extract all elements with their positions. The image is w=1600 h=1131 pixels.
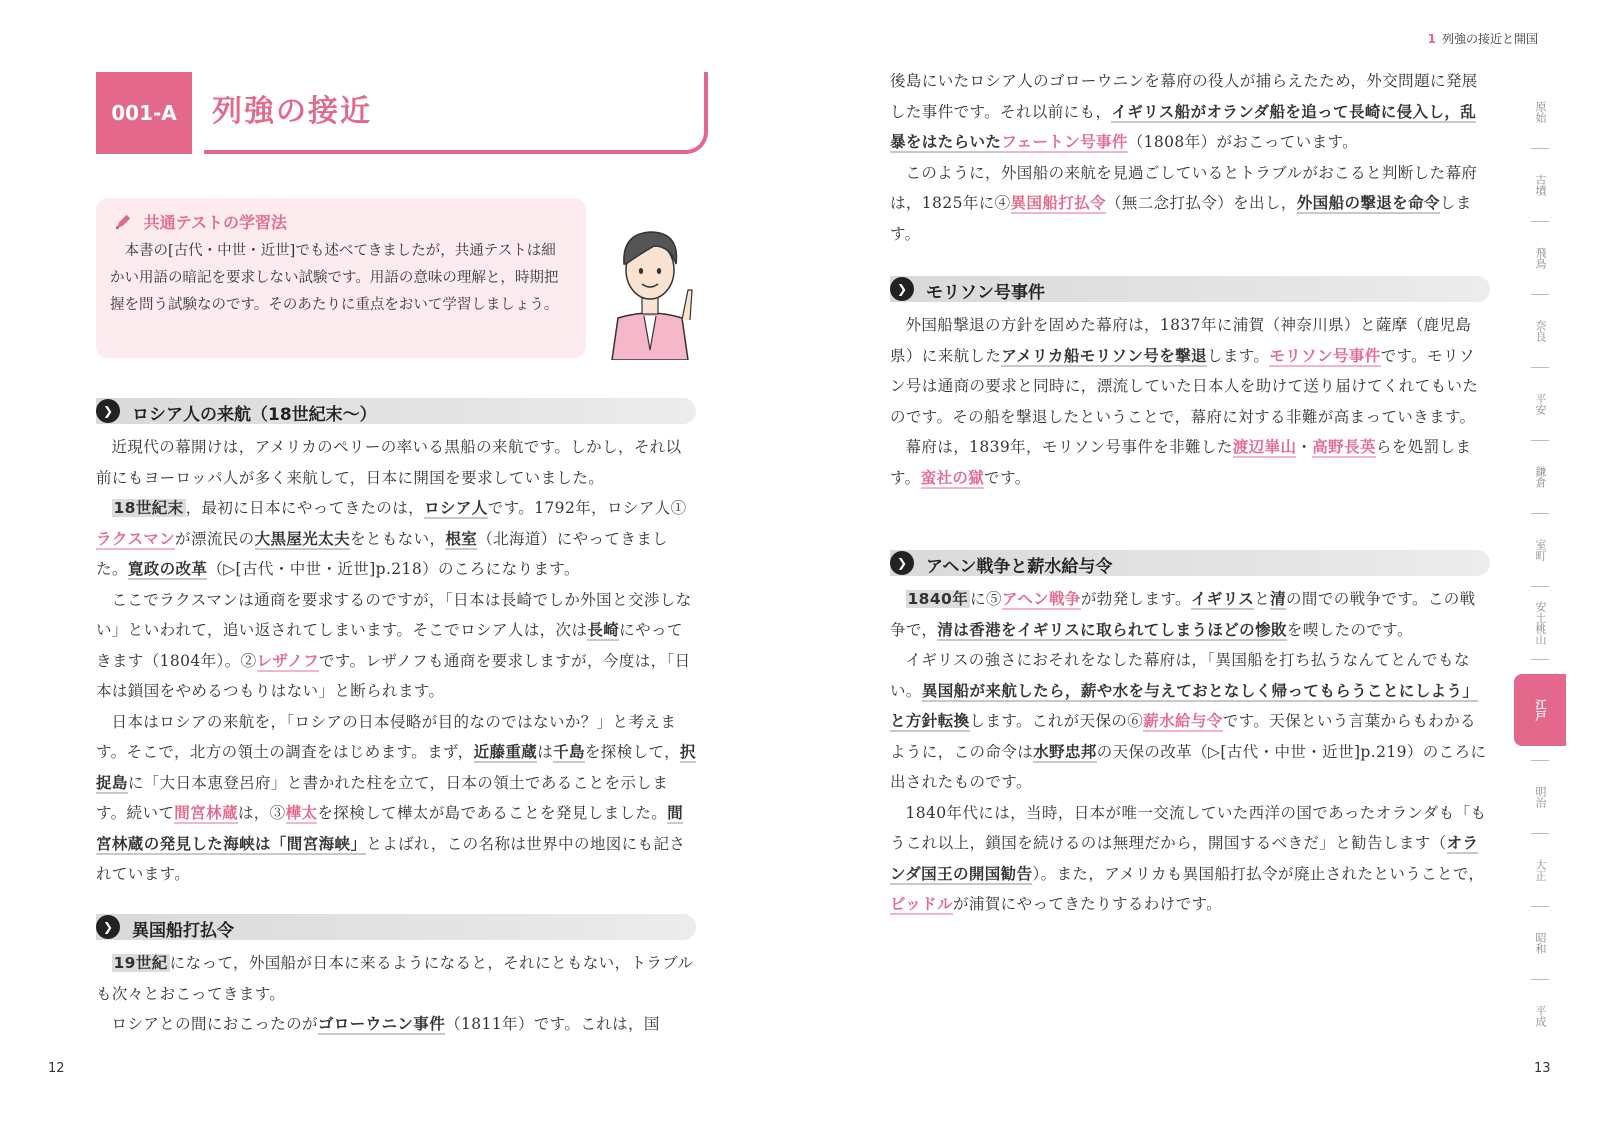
key-term: アヘン戦争 (1001, 590, 1081, 608)
text: イギリスの強さにおそれをなした幕府は，「異国船を打ち払うなんてとんでもない。 (890, 651, 1470, 700)
era-tab[interactable]: 鎌倉 (1534, 466, 1547, 488)
text: （無二念打払令）を出し， (1105, 194, 1297, 212)
era-tab[interactable]: 安土桃山 (1534, 601, 1547, 645)
section-body-morrison (890, 310, 1490, 493)
text: します。 (890, 194, 1472, 243)
text: が漂流民の (175, 529, 255, 548)
text: ここでラクスマンは通商を要求するのですが，「日本は長崎でしか外国と交渉しない」といわれて，追い返されてしまいます。そこでロシア人は，次は (96, 590, 692, 639)
section-body-russia (96, 432, 696, 890)
era-divider (1531, 221, 1549, 222)
text: （1808年）がおこっています。 (1127, 133, 1359, 151)
text: です。モリソン号は通商の要求と同時に，漂流していた日本人を助けて送り届けてくれてもいたのです。その船を撃退したということで，幕府に対する非難が高まっていきます。 (890, 346, 1479, 426)
key-term: 異国船が来航したら，薪や水を与えておとなしく帰ってもらうことにしよう」と方針転換 (890, 681, 1479, 730)
chevron-right-icon: ❯ (96, 399, 120, 423)
key-term: 清は香港をイギリスに取られてしまうほどの惨敗 (937, 620, 1287, 639)
era-divider (1531, 440, 1549, 441)
key-term: 大黒屋光太夫 (254, 529, 350, 548)
text: です。天保という言葉からもわかるように，この命令は (890, 712, 1476, 761)
lesson-title: 列強の接近 (212, 94, 372, 129)
pen-icon (114, 213, 132, 231)
era-tab[interactable]: 昭和 (1534, 932, 1547, 954)
text: らを処罰します。 (890, 438, 1472, 487)
era-divider (1531, 659, 1549, 660)
key-term: 蛮社の獄 (920, 468, 985, 487)
text: に⑤ (970, 590, 1002, 608)
key-term: 根室 (445, 529, 478, 548)
era-tab[interactable]: 奈良 (1534, 320, 1547, 342)
section-title: 異国船打払令 (132, 921, 234, 941)
section-title: ロシア人の来航（18世紀末〜） (132, 405, 377, 425)
era-divider (1531, 833, 1549, 834)
study-tip-body (110, 238, 570, 319)
key-term: 異国船打払令 (1010, 194, 1106, 212)
section-heading-morrison (890, 276, 1490, 302)
key-term: フェートン号事件 (1001, 133, 1128, 151)
key-term: 間宮林蔵の発見した海峡は「間宮海峡」 (96, 804, 684, 853)
paragraph (890, 432, 1490, 493)
paragraph (96, 1009, 696, 1040)
paragraph (890, 310, 1490, 432)
text: 近現代の幕開けは，アメリカのペリーの率いる黒船の来航です。しかし，それ以前にもヨーロッパ人が多く来航して，日本に開国を要求していました。 (96, 438, 682, 487)
key-term: 択捉島 (96, 743, 696, 792)
key-term: ラクスマン (96, 529, 176, 548)
study-tip-text: 本書の[古代・中世・近世]でも述べてきましたが，共通テストは細かい用語の暗記を要求しない試験です。用語の意味の理解と，時期把握を問う試験なのです。そのあたりに重点をおいて学習しましょう。 (110, 243, 559, 313)
chevron-right-icon: ❯ (96, 915, 120, 939)
text: 1840年代には，当時，日本が唯一交流していた西洋の国であったオランダも「もうこれ以上，鎖国を続けるのは無理だから，開国するべきだ」と勧告します（ (890, 803, 1487, 852)
text: 後島にいたロシア人のゴローウニンを幕府の役人が捕らえたため，外交問題に発展した事件です。それ以前にも， (890, 72, 1478, 121)
key-term: 外国船の撃退を命令 (1296, 194, 1440, 212)
text: （▷[古代・中世・近世]p.218）のころになります。 (207, 560, 580, 578)
paragraph (890, 645, 1490, 798)
page-number-right: 13 (1534, 1061, 1551, 1076)
text: です。レザノフも通商を要求しますが，今度は，「日本は鎖国をやめるつもりはない」と断られます。 (96, 651, 691, 700)
era-tab[interactable]: 古墳 (1534, 174, 1547, 196)
text: になって，外国船が日本に来るようになると，それにともない，トラブルも次々とおこってきます。 (96, 954, 694, 1003)
text: の天保の改革（▷[古代・中世・近世]p.219）のころに出されたものです。 (890, 742, 1487, 791)
era-divider (1531, 979, 1549, 980)
key-term: ゴローウニン事件 (317, 1015, 446, 1033)
right-page (790, 0, 1600, 1131)
key-term: オランダ国王の開国勧告 (890, 834, 1479, 883)
left-page (0, 0, 790, 1131)
era-tab[interactable]: 平成 (1534, 1005, 1547, 1027)
key-term: 清 (1270, 590, 1287, 608)
lesson-title-block (96, 72, 711, 156)
text: が勃発します。 (1080, 590, 1191, 608)
era-divider (1531, 906, 1549, 907)
study-tip-title: 共通テストの学習法 (143, 213, 287, 232)
running-head (1428, 30, 1538, 47)
era-tab[interactable]: 室町 (1534, 539, 1547, 561)
continued-text (890, 66, 1490, 249)
key-term: 千島 (553, 743, 585, 761)
era-divider (1531, 367, 1549, 368)
section-body-expulsion-edict (96, 948, 696, 1040)
text: します。 (1206, 346, 1270, 365)
section-title: モリソン号事件 (926, 283, 1045, 303)
era-divider (1531, 513, 1549, 514)
key-term: 間宮林蔵 (174, 804, 238, 822)
chevron-right-icon: ❯ (890, 277, 914, 301)
teacher-illustration (604, 220, 696, 360)
highlight-term: 1840年 (907, 590, 969, 608)
era-divider (1531, 148, 1549, 149)
key-term: 樺太 (285, 804, 318, 822)
page-number-left: 12 (48, 1061, 65, 1076)
text: ）。また，アメリカも異国船打払令が廃止されたということで， (1032, 864, 1485, 883)
text: （北海道）にやってきました。 (96, 529, 668, 578)
highlight-term: 18世紀末 (113, 499, 184, 517)
paragraph (890, 584, 1490, 645)
text: ，最初に日本にやってきたのは， (185, 499, 425, 517)
chapter-number: 1 (1427, 32, 1436, 46)
text: を喫したのです。 (1286, 620, 1413, 639)
text: は，③ (237, 804, 286, 822)
paragraph (96, 948, 696, 1009)
era-tab[interactable]: 明治 (1534, 786, 1547, 808)
study-tip-heading (114, 210, 287, 233)
era-divider (1531, 586, 1549, 587)
key-term: 近藤重蔵 (473, 743, 538, 761)
text: 日本はロシアの来航を，「ロシアの日本侵略が目的なのではないか？」と考えます。そこで，北方の領土の調査をはじめます。まず， (96, 712, 677, 761)
chapter-title: 列強の接近と開国 (1441, 32, 1538, 46)
lesson-number-badge: 001-A (96, 72, 192, 154)
paragraph (96, 707, 696, 890)
key-term: 水野忠邦 (1033, 742, 1097, 761)
paragraph (890, 66, 1490, 158)
key-term: イギリス (1190, 590, 1255, 608)
highlight-term: 19世紀 (113, 954, 168, 972)
text: です。 (984, 468, 1031, 487)
key-term: 薪水給与令 (1143, 712, 1223, 730)
section-heading-opium-war (890, 550, 1490, 576)
text: このように，外国船の来航を見過ごしているとトラブルがおこると判断した幕府は，1825年に④ (890, 163, 1478, 212)
text: にやってきます（1804年）。② (96, 621, 683, 670)
key-term: 寛政の改革 (127, 560, 208, 578)
era-tab[interactable]: 平安 (1534, 393, 1547, 415)
text: 幕府は，1839年，モリソン号事件を非難した (905, 438, 1233, 456)
paragraph (890, 158, 1490, 250)
era-tab-index (1514, 90, 1566, 1038)
key-term: モリソン号事件 (1269, 346, 1381, 365)
paragraph (96, 432, 696, 493)
text: を探検して樺太が島であることを発見しました。 (317, 804, 668, 822)
study-tip-box (96, 198, 586, 358)
text: ・ (1296, 438, 1313, 456)
era-tab[interactable]: 大正 (1534, 859, 1547, 881)
key-term: イギリス船がオランダ船を追って長崎に侵入し，乱暴をはたらいた (890, 102, 1477, 151)
era-tab[interactable]: 江戸 (1514, 674, 1566, 746)
key-term: レザノフ (256, 651, 320, 670)
key-term: ビッドル (890, 895, 953, 913)
key-term: アメリカ船モリソン号を撃退 (1001, 346, 1207, 365)
text: を探検して， (584, 743, 680, 761)
text: と (1254, 590, 1271, 608)
era-divider (1531, 760, 1549, 761)
key-term: 高野長英 (1312, 438, 1376, 456)
text: ロシアとの間におこったのが (111, 1015, 318, 1033)
text: です。1792年，ロシア人① (487, 499, 687, 517)
text: が浦賀にやってきたりするわけです。 (952, 895, 1223, 913)
text: 外国船撃退の方針を固めた幕府は，1837年に浦賀（神奈川県）と薩摩（鹿児島県）に来航した (890, 316, 1472, 365)
section-heading-expulsion-edict (96, 914, 696, 940)
text: の間での戦争です。この戦争で， (890, 590, 1476, 639)
text: します。これが天保の⑥ (969, 712, 1144, 730)
section-heading-russia (96, 398, 696, 424)
paragraph (890, 798, 1490, 920)
section-body-opium-war (890, 584, 1490, 920)
section-title: アヘン戦争と薪水給与令 (926, 557, 1113, 577)
key-term: 渡辺崋山 (1232, 438, 1297, 456)
era-tab[interactable]: 原始 (1534, 101, 1547, 123)
text: に「大日本恵登呂府」と書かれた柱を立て，日本の領土であることを示します。続いて (96, 773, 669, 822)
era-divider (1531, 294, 1549, 295)
era-tab[interactable]: 飛鳥 (1534, 247, 1547, 269)
text: とよばれ，この名称は世界中の地図にも記されています。 (96, 834, 686, 883)
key-term: ロシア人 (424, 499, 488, 517)
key-term: 長崎 (587, 621, 620, 639)
chevron-right-icon: ❯ (890, 551, 914, 575)
text: は (537, 743, 554, 761)
text: （1811年）です。これは，国 (445, 1015, 660, 1033)
paragraph (96, 585, 696, 707)
text: をともない， (349, 529, 446, 548)
paragraph (96, 493, 696, 585)
